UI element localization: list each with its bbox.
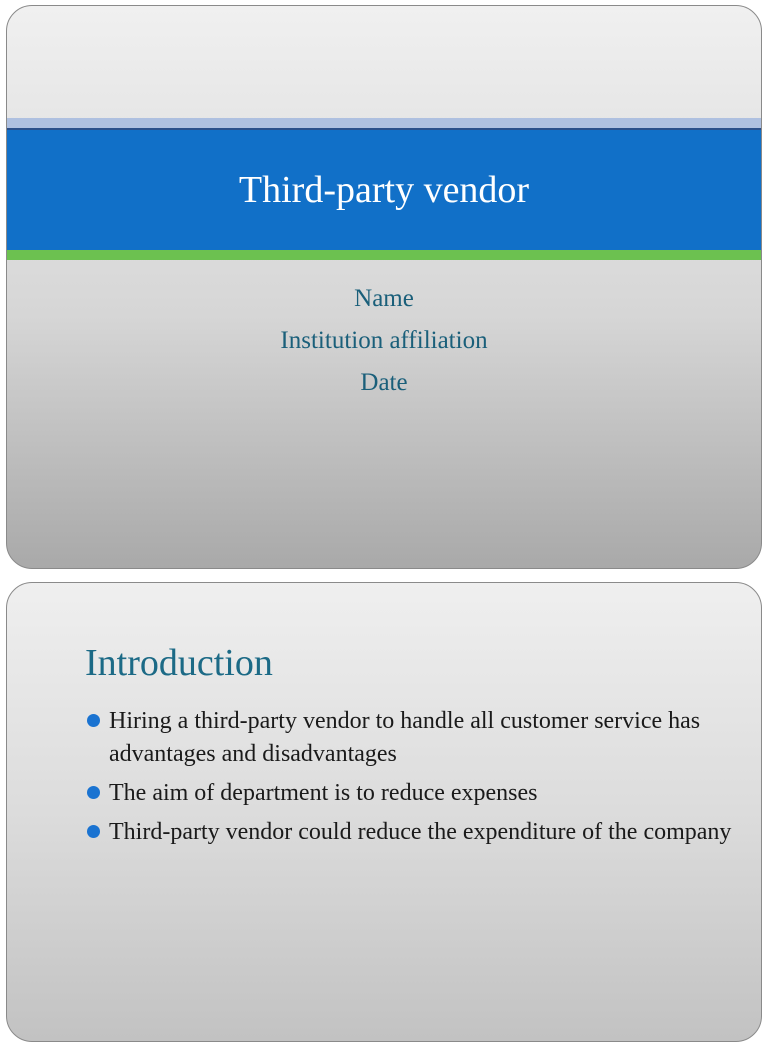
title-slide: [6, 5, 762, 569]
bullet-dot-icon: [87, 825, 100, 838]
bullet-text: The aim of department is to reduce expenses: [109, 780, 538, 806]
slide-heading: Introduction: [85, 642, 273, 684]
introduction-slide: [6, 582, 762, 1042]
bullet-text: Hiring a third-party vendor to handle all customer service has advantages and disadvantages: [109, 708, 701, 767]
bullet-text: Third-party vendor could reduce the expenditure of the company: [109, 819, 732, 845]
subtitle-date: Date: [360, 369, 408, 396]
title-accent-bar-top: [7, 118, 761, 128]
slide-title: Third-party vendor: [238, 169, 530, 211]
list-item: [85, 816, 745, 849]
bullet-dot-icon: [87, 786, 100, 799]
list-item: [85, 777, 745, 810]
bullet-dot-icon: [87, 714, 100, 727]
subtitle-name: Name: [354, 285, 414, 312]
subtitle-block: [7, 278, 761, 404]
title-accent-bar-bottom: [7, 250, 761, 260]
title-band: [7, 128, 761, 250]
bullet-list: [85, 705, 745, 855]
subtitle-institution: Institution affiliation: [280, 327, 488, 354]
list-item: [85, 705, 745, 771]
